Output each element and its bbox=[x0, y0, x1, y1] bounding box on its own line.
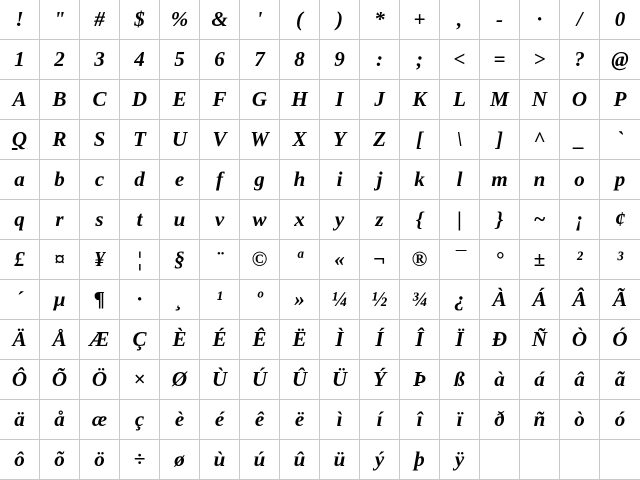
glyph-cell[interactable]: © bbox=[240, 240, 280, 280]
glyph-cell[interactable]: Æ bbox=[80, 320, 120, 360]
glyph-cell[interactable]: ô bbox=[0, 440, 40, 480]
glyph-cell[interactable]: k bbox=[400, 160, 440, 200]
glyph-cell[interactable]: c bbox=[80, 160, 120, 200]
glyph-cell[interactable]: ö bbox=[80, 440, 120, 480]
glyph-cell[interactable]: [ bbox=[400, 120, 440, 160]
glyph-cell[interactable]: Ø bbox=[160, 360, 200, 400]
glyph-cell[interactable]: ¯ bbox=[440, 240, 480, 280]
glyph-cell[interactable]: ý bbox=[360, 440, 400, 480]
glyph-cell[interactable]: % bbox=[160, 0, 200, 40]
glyph-cell[interactable]: / bbox=[560, 0, 600, 40]
glyph-cell[interactable]: t bbox=[120, 200, 160, 240]
glyph-cell[interactable]: Ý bbox=[360, 360, 400, 400]
glyph-cell[interactable]: F bbox=[200, 80, 240, 120]
glyph-cell[interactable]: b bbox=[40, 160, 80, 200]
glyph-cell[interactable]: Z bbox=[360, 120, 400, 160]
glyph-cell[interactable]: j bbox=[360, 160, 400, 200]
glyph-cell[interactable]: ´ bbox=[0, 280, 40, 320]
glyph-cell-empty bbox=[560, 440, 600, 480]
glyph-cell[interactable]: £ bbox=[0, 240, 40, 280]
glyph-cell[interactable]: Ç bbox=[120, 320, 160, 360]
glyph-cell[interactable]: 7 bbox=[240, 40, 280, 80]
glyph-cell[interactable]: é bbox=[200, 400, 240, 440]
glyph-cell[interactable]: Ð bbox=[480, 320, 520, 360]
glyph-cell[interactable]: Ú bbox=[240, 360, 280, 400]
glyph-cell[interactable]: ã bbox=[600, 360, 640, 400]
glyph-cell[interactable]: â bbox=[560, 360, 600, 400]
glyph-cell[interactable]: P bbox=[600, 80, 640, 120]
glyph-cell[interactable]: Q bbox=[0, 120, 40, 160]
glyph-cell[interactable]: @ bbox=[600, 40, 640, 80]
glyph-cell[interactable]: Ö bbox=[80, 360, 120, 400]
glyph-cell[interactable]: L bbox=[440, 80, 480, 120]
glyph-cell[interactable]: W bbox=[240, 120, 280, 160]
glyph-cell[interactable]: É bbox=[200, 320, 240, 360]
glyph-cell[interactable]: Ô bbox=[0, 360, 40, 400]
glyph-cell[interactable]: , bbox=[440, 0, 480, 40]
glyph-cell[interactable]: í bbox=[360, 400, 400, 440]
glyph-cell[interactable]: ó bbox=[600, 400, 640, 440]
glyph-cell[interactable]: ? bbox=[560, 40, 600, 80]
glyph-cell[interactable]: Î bbox=[400, 320, 440, 360]
glyph-cell[interactable]: I bbox=[320, 80, 360, 120]
glyph-cell[interactable]: ð bbox=[480, 400, 520, 440]
glyph-cell[interactable]: ¦ bbox=[120, 240, 160, 280]
glyph-cell[interactable]: ë bbox=[280, 400, 320, 440]
glyph-cell[interactable]: E bbox=[160, 80, 200, 120]
glyph-cell[interactable]: \ bbox=[440, 120, 480, 160]
glyph-cell-empty bbox=[480, 440, 520, 480]
glyph-cell[interactable]: Ä bbox=[0, 320, 40, 360]
glyph-cell[interactable]: ` bbox=[600, 120, 640, 160]
glyph-cell[interactable]: G bbox=[240, 80, 280, 120]
glyph-cell[interactable]: i bbox=[320, 160, 360, 200]
glyph-cell[interactable]: · bbox=[120, 280, 160, 320]
glyph-cell[interactable]: û bbox=[280, 440, 320, 480]
glyph-cell[interactable]: g bbox=[240, 160, 280, 200]
glyph-cell[interactable]: ( bbox=[280, 0, 320, 40]
glyph-cell[interactable]: Ê bbox=[240, 320, 280, 360]
glyph-cell[interactable]: å bbox=[40, 400, 80, 440]
glyph-cell[interactable]: ¾ bbox=[400, 280, 440, 320]
glyph-cell[interactable]: ½ bbox=[360, 280, 400, 320]
glyph-cell[interactable]: J bbox=[360, 80, 400, 120]
glyph-cell[interactable]: ÿ bbox=[440, 440, 480, 480]
glyph-cell[interactable]: à bbox=[480, 360, 520, 400]
glyph-cell[interactable]: ¬ bbox=[360, 240, 400, 280]
glyph-cell-empty bbox=[520, 440, 560, 480]
glyph-cell[interactable]: ~ bbox=[520, 200, 560, 240]
glyph-cell[interactable]: » bbox=[280, 280, 320, 320]
glyph-cell[interactable]: 4 bbox=[120, 40, 160, 80]
glyph-cell[interactable]: h bbox=[280, 160, 320, 200]
glyph-cell[interactable]: < bbox=[440, 40, 480, 80]
glyph-cell[interactable]: ê bbox=[240, 400, 280, 440]
glyph-cell[interactable]: ü bbox=[320, 440, 360, 480]
glyph-cell[interactable]: X bbox=[280, 120, 320, 160]
glyph-cell[interactable]: ³ bbox=[600, 240, 640, 280]
glyph-cell[interactable]: æ bbox=[80, 400, 120, 440]
glyph-cell[interactable]: # bbox=[80, 0, 120, 40]
glyph-cell-empty bbox=[600, 440, 640, 480]
glyph-cell[interactable]: ä bbox=[0, 400, 40, 440]
glyph-cell[interactable]: ¡ bbox=[560, 200, 600, 240]
glyph-cell[interactable]: á bbox=[520, 360, 560, 400]
glyph-cell[interactable]: u bbox=[160, 200, 200, 240]
glyph-cell[interactable]: À bbox=[480, 280, 520, 320]
glyph-cell[interactable]: d bbox=[120, 160, 160, 200]
glyph-cell[interactable]: { bbox=[400, 200, 440, 240]
glyph-cell[interactable]: ¤ bbox=[40, 240, 80, 280]
glyph-cell[interactable]: H bbox=[280, 80, 320, 120]
glyph-cell[interactable]: S bbox=[80, 120, 120, 160]
glyph-cell[interactable]: & bbox=[200, 0, 240, 40]
glyph-cell[interactable]: Ù bbox=[200, 360, 240, 400]
glyph-cell[interactable]: ª bbox=[280, 240, 320, 280]
glyph-cell[interactable]: 8 bbox=[280, 40, 320, 80]
glyph-cell[interactable]: ò bbox=[560, 400, 600, 440]
glyph-cell[interactable]: ² bbox=[560, 240, 600, 280]
glyph-cell[interactable]: a bbox=[0, 160, 40, 200]
glyph-cell[interactable]: M bbox=[480, 80, 520, 120]
glyph-cell[interactable]: Ë bbox=[280, 320, 320, 360]
glyph-cell[interactable]: + bbox=[400, 0, 440, 40]
glyph-cell[interactable]: x bbox=[280, 200, 320, 240]
glyph-cell[interactable]: Ü bbox=[320, 360, 360, 400]
glyph-cell[interactable]: p bbox=[600, 160, 640, 200]
glyph-cell[interactable]: Ó bbox=[600, 320, 640, 360]
glyph-cell[interactable]: 5 bbox=[160, 40, 200, 80]
glyph-cell[interactable]: N bbox=[520, 80, 560, 120]
glyph-cell[interactable]: þ bbox=[400, 440, 440, 480]
glyph-cell[interactable]: " bbox=[40, 0, 80, 40]
glyph-cell[interactable]: e bbox=[160, 160, 200, 200]
glyph-cell[interactable]: ¼ bbox=[320, 280, 360, 320]
glyph-cell[interactable]: y bbox=[320, 200, 360, 240]
glyph-cell[interactable]: V bbox=[200, 120, 240, 160]
glyph-cell[interactable]: = bbox=[480, 40, 520, 80]
glyph-cell[interactable]: Y bbox=[320, 120, 360, 160]
glyph-cell[interactable]: B bbox=[40, 80, 80, 120]
glyph-cell[interactable]: ¸ bbox=[160, 280, 200, 320]
glyph-cell[interactable]: ÷ bbox=[120, 440, 160, 480]
glyph-cell[interactable]: U bbox=[160, 120, 200, 160]
glyph-cell[interactable]: ] bbox=[480, 120, 520, 160]
glyph-cell[interactable]: ® bbox=[400, 240, 440, 280]
glyph-cell[interactable]: q bbox=[0, 200, 40, 240]
glyph-cell[interactable]: Í bbox=[360, 320, 400, 360]
glyph-cell[interactable]: 3 bbox=[80, 40, 120, 80]
glyph-cell[interactable]: 6 bbox=[200, 40, 240, 80]
glyph-cell[interactable]: ¶ bbox=[80, 280, 120, 320]
glyph-cell[interactable]: O bbox=[560, 80, 600, 120]
glyph-cell[interactable]: ± bbox=[520, 240, 560, 280]
glyph-cell[interactable]: è bbox=[160, 400, 200, 440]
glyph-cell[interactable]: ¥ bbox=[80, 240, 120, 280]
glyph-cell[interactable]: Û bbox=[280, 360, 320, 400]
glyph-cell[interactable]: 0 bbox=[600, 0, 640, 40]
glyph-cell[interactable]: _ bbox=[560, 120, 600, 160]
glyph-cell[interactable]: - bbox=[480, 0, 520, 40]
glyph-cell[interactable]: Ñ bbox=[520, 320, 560, 360]
glyph-cell[interactable]: Þ bbox=[400, 360, 440, 400]
glyph-cell[interactable]: ¨ bbox=[200, 240, 240, 280]
glyph-cell[interactable]: l bbox=[440, 160, 480, 200]
glyph-cell[interactable]: ¿ bbox=[440, 280, 480, 320]
glyph-cell[interactable]: ) bbox=[320, 0, 360, 40]
glyph-cell[interactable]: Ï bbox=[440, 320, 480, 360]
glyph-cell[interactable]: º bbox=[240, 280, 280, 320]
glyph-cell[interactable]: È bbox=[160, 320, 200, 360]
glyph-cell[interactable]: } bbox=[480, 200, 520, 240]
glyph-cell[interactable]: ø bbox=[160, 440, 200, 480]
glyph-cell[interactable]: m bbox=[480, 160, 520, 200]
glyph-cell[interactable]: î bbox=[400, 400, 440, 440]
glyph-cell[interactable]: § bbox=[160, 240, 200, 280]
glyph-cell[interactable]: · bbox=[520, 0, 560, 40]
glyph-cell[interactable]: R bbox=[40, 120, 80, 160]
glyph-cell[interactable]: 9 bbox=[320, 40, 360, 80]
glyph-cell[interactable]: v bbox=[200, 200, 240, 240]
glyph-cell[interactable]: ß bbox=[440, 360, 480, 400]
glyph-cell[interactable]: * bbox=[360, 0, 400, 40]
glyph-cell[interactable]: ¢ bbox=[600, 200, 640, 240]
glyph-cell[interactable]: ' bbox=[240, 0, 280, 40]
glyph-cell[interactable]: s bbox=[80, 200, 120, 240]
glyph-cell[interactable]: z bbox=[360, 200, 400, 240]
glyph-cell[interactable]: f bbox=[200, 160, 240, 200]
glyph-cell[interactable]: µ bbox=[40, 280, 80, 320]
glyph-cell[interactable]: × bbox=[120, 360, 160, 400]
glyph-cell[interactable]: D bbox=[120, 80, 160, 120]
glyph-cell[interactable]: Å bbox=[40, 320, 80, 360]
glyph-cell[interactable]: o bbox=[560, 160, 600, 200]
glyph-cell[interactable]: ú bbox=[240, 440, 280, 480]
glyph-cell[interactable]: Ã bbox=[600, 280, 640, 320]
glyph-cell[interactable]: « bbox=[320, 240, 360, 280]
glyph-cell[interactable]: K bbox=[400, 80, 440, 120]
glyph-cell[interactable]: ! bbox=[0, 0, 40, 40]
glyph-cell[interactable]: Á bbox=[520, 280, 560, 320]
glyph-cell[interactable]: T bbox=[120, 120, 160, 160]
glyph-cell[interactable]: r bbox=[40, 200, 80, 240]
glyph-cell[interactable]: Ì bbox=[320, 320, 360, 360]
glyph-cell[interactable]: 2 bbox=[40, 40, 80, 80]
glyph-cell[interactable]: C bbox=[80, 80, 120, 120]
glyph-cell[interactable]: ; bbox=[400, 40, 440, 80]
glyph-cell[interactable]: $ bbox=[120, 0, 160, 40]
glyph-cell[interactable]: > bbox=[520, 40, 560, 80]
glyph-cell[interactable]: ù bbox=[200, 440, 240, 480]
glyph-cell[interactable]: ° bbox=[480, 240, 520, 280]
glyph-cell[interactable]: ì bbox=[320, 400, 360, 440]
glyph-cell[interactable]: ç bbox=[120, 400, 160, 440]
glyph-cell[interactable]: ñ bbox=[520, 400, 560, 440]
glyph-cell[interactable]: Â bbox=[560, 280, 600, 320]
glyph-cell[interactable]: õ bbox=[40, 440, 80, 480]
glyph-cell[interactable]: w bbox=[240, 200, 280, 240]
glyph-cell[interactable]: 1 bbox=[0, 40, 40, 80]
glyph-cell[interactable]: A bbox=[0, 80, 40, 120]
glyph-cell[interactable]: n bbox=[520, 160, 560, 200]
glyph-cell[interactable]: ^ bbox=[520, 120, 560, 160]
glyph-cell[interactable]: ¹ bbox=[200, 280, 240, 320]
glyph-cell[interactable]: Õ bbox=[40, 360, 80, 400]
glyph-cell[interactable]: : bbox=[360, 40, 400, 80]
glyph-cell[interactable]: | bbox=[440, 200, 480, 240]
glyph-cell[interactable]: Ò bbox=[560, 320, 600, 360]
glyph-cell[interactable]: ï bbox=[440, 400, 480, 440]
